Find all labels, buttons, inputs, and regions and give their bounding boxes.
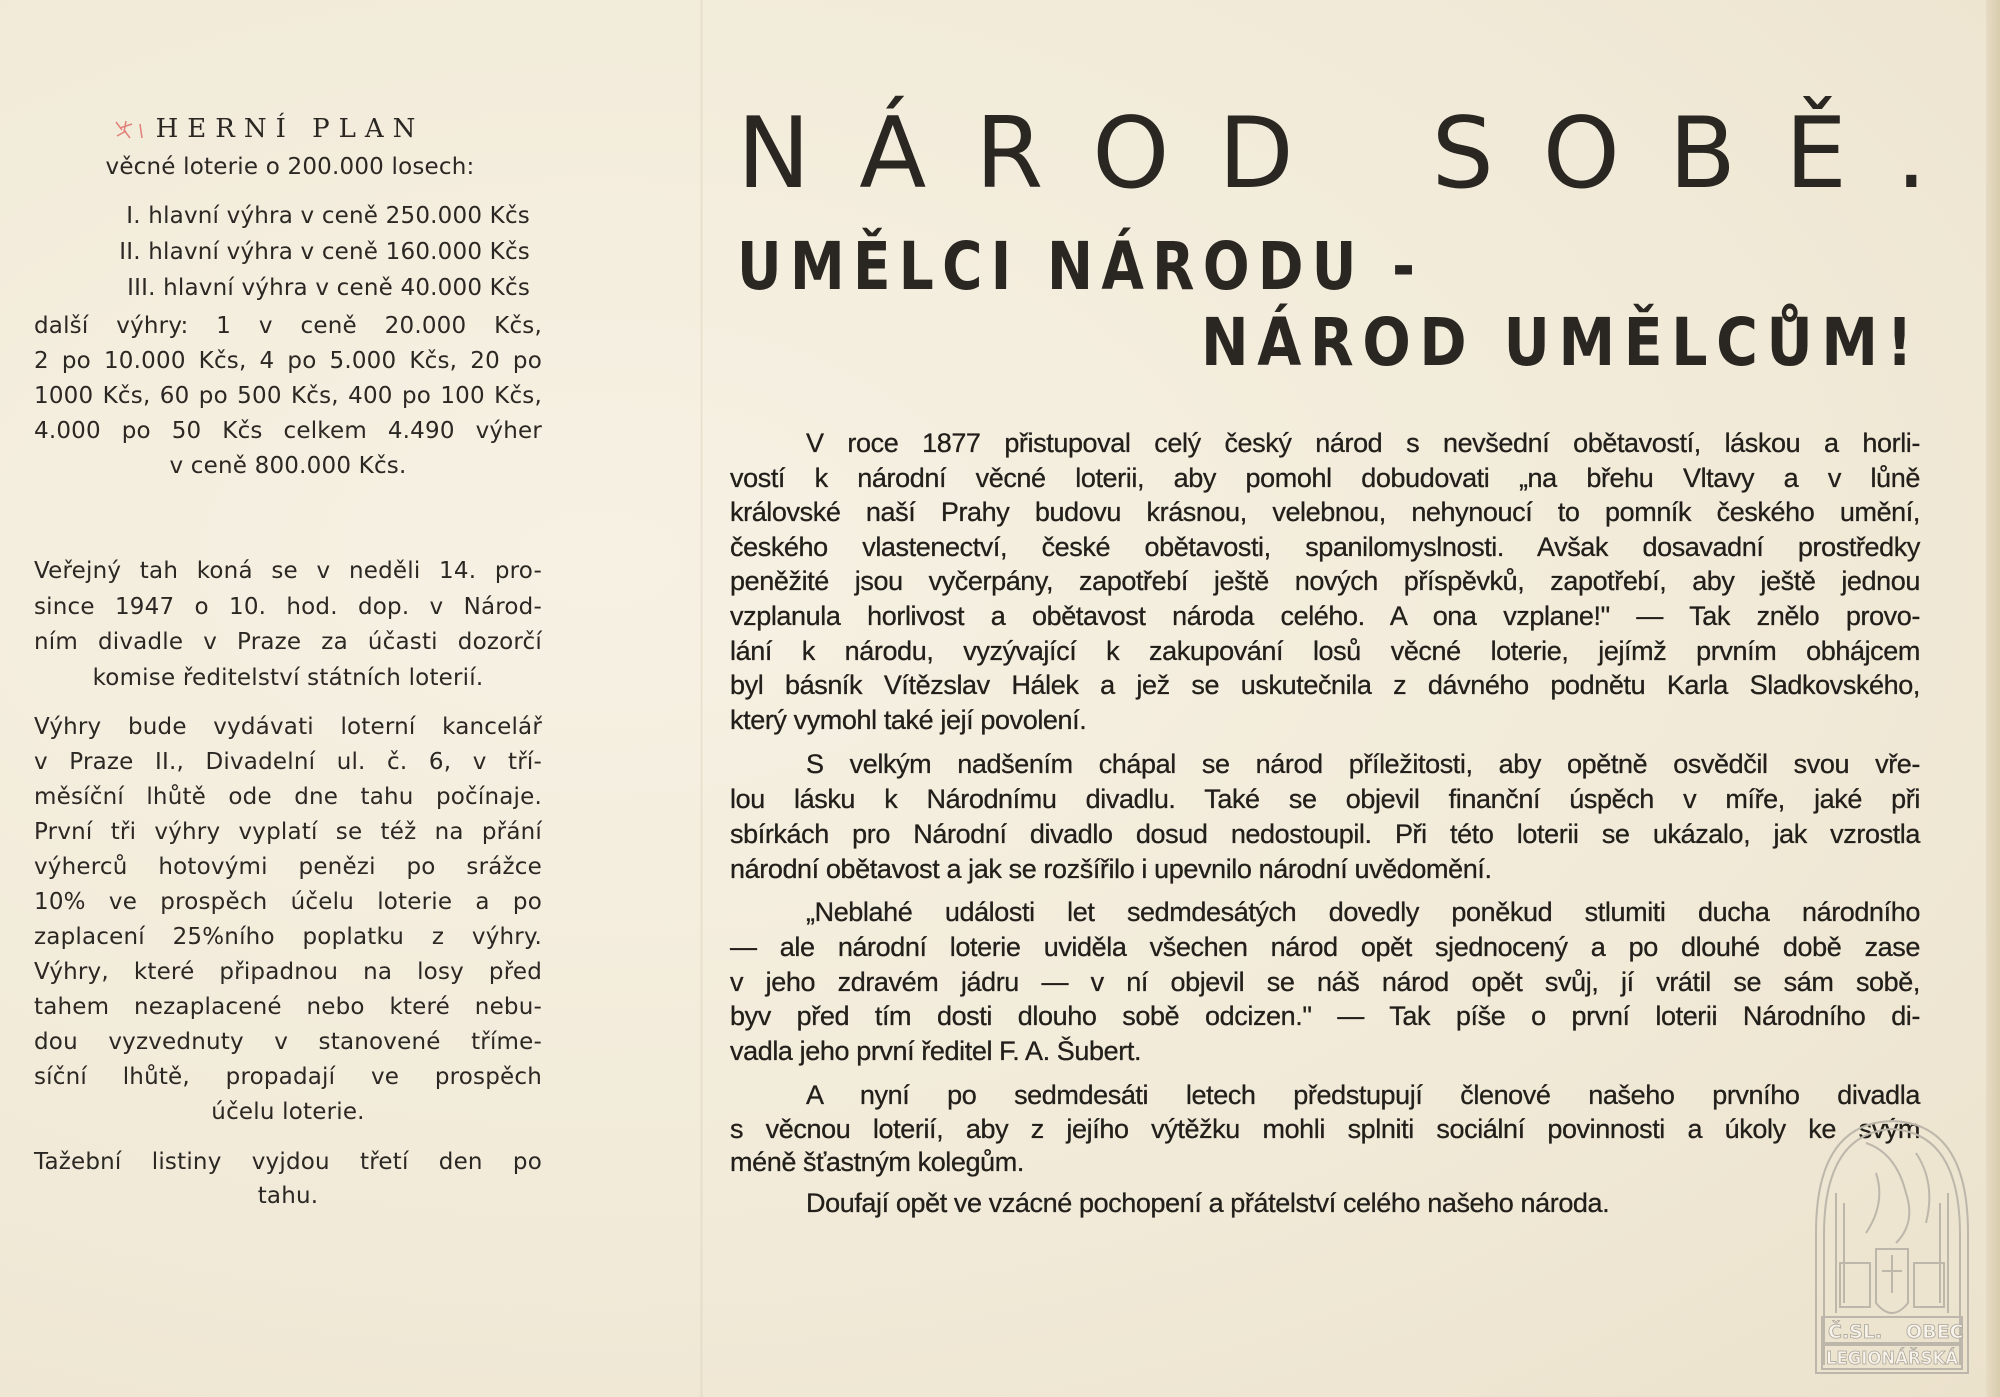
body-line: V roce 1877 přistupoval celý český národ s nevšední obětavostí, láskou a horli- bbox=[806, 428, 1920, 458]
title-letter: Á bbox=[859, 97, 927, 211]
payout-info-line: v Praze II., Divadelní ul. č. 6, v tří- bbox=[34, 749, 542, 775]
draw-info-line: ním divadle v Praze za účasti dozorčí bbox=[34, 629, 542, 656]
svg-text:LEGIONÁŘSKÁ: LEGIONÁŘSKÁ bbox=[1826, 1348, 1971, 1369]
title-letter bbox=[1343, 104, 1383, 204]
title-letter: O bbox=[1092, 97, 1170, 211]
body-line: v jeho zdravém jádru — v ní objevil se náš národ opět svůj, jí vrátil se sám sobě, bbox=[730, 966, 1920, 997]
body-line: peněžité jsou vyčerpány, zapotřebí ještě nových příspěvků, zapotřebí, aby ještě jednou bbox=[730, 566, 1920, 597]
other-prizes-line: další výhry: 1 v ceně 20.000 Kčs, bbox=[34, 313, 542, 339]
body-line: který vymohl také její povolení. bbox=[730, 704, 1087, 735]
main-prize-line: II. hlavní výhra v ceně 160.000 Kčs bbox=[119, 239, 530, 265]
payout-info-line: zaplacení 25%ního poplatku z výhry. bbox=[34, 924, 542, 950]
body-line: méně šťastným kolegům. bbox=[730, 1147, 1024, 1177]
body-line: — ale národní loterie uviděla všechen národ opět sjednocený a po dlouhé době zase bbox=[730, 931, 1920, 962]
payout-info-line: tahem nezaplacené nebo které nebu- bbox=[34, 994, 542, 1020]
svg-text:OBEC: OBEC bbox=[1906, 1321, 1964, 1343]
draw-info-line: Veřejný tah koná se v neděli 14. pro- bbox=[34, 558, 542, 584]
payout-info-line: výherců hotovými penězi po srážce bbox=[34, 854, 542, 880]
other-prizes-line: v ceně 800.000 Kčs. bbox=[169, 453, 407, 479]
lists-info-line: Tažební listiny vyjdou třetí den po bbox=[34, 1149, 542, 1175]
payout-info-line: měsíční lhůtě ode dne tahu počínaje. bbox=[34, 784, 542, 810]
lists-info-line: tahu. bbox=[257, 1183, 319, 1209]
title-letter: O bbox=[1542, 97, 1620, 211]
payout-info-line: dou vyzvednuty v stanovené tříme- bbox=[34, 1029, 542, 1055]
draw-info-line: komise ředitelství státních loterií. bbox=[92, 665, 484, 692]
body-line: vadla jeho první ředitel F. A. Šubert. bbox=[730, 1036, 1142, 1067]
payout-info-line: Výhry bude vydávati loterní kancelář bbox=[34, 714, 542, 740]
legion-emboss-stamp bbox=[1806, 1113, 1978, 1381]
body-line: vostí k národní věcné loterii, aby pomohl dobudovati „na břehu Vltavy a v lůně bbox=[730, 462, 1920, 493]
title-letter: Ě bbox=[1784, 97, 1847, 211]
title-letter: B bbox=[1668, 97, 1737, 211]
payout-info-line: účelu loterie. bbox=[211, 1099, 365, 1125]
other-prizes-line: 4.000 po 50 Kčs celkem 4.490 výher bbox=[34, 418, 542, 444]
paper-edge bbox=[1986, 0, 2000, 1397]
draw-info-line: since 1947 o 10. hod. dop. v Národ- bbox=[34, 593, 542, 620]
body-line: vzplanula horlivost a obětavost národa celého. A ona vzplane!" — Tak znělo provo- bbox=[730, 601, 1920, 631]
other-prizes-line: 2 po 10.000 Kčs, 4 po 5.000 Kčs, 20 po bbox=[34, 348, 542, 374]
paper-fold bbox=[700, 0, 703, 1397]
body-line: „Neblahé události let sedmdesátých dovedly poněkud stlumiti ducha národního bbox=[806, 897, 1920, 927]
title-letter: D bbox=[1218, 97, 1294, 211]
body-line: královské naší Prahy budovu krásnou, velebnou, nehynoucí to pomník českého umění, bbox=[730, 497, 1920, 528]
svg-text:Č.SL.: Č.SL. bbox=[1828, 1321, 1883, 1343]
main-prize-line: III. hlavní výhra v ceně 40.000 Kčs bbox=[127, 275, 530, 301]
subtitle-line-1: UMĚLCI NÁRODU - bbox=[737, 228, 1424, 305]
payout-info-line: 10% ve prospěch účelu loterie a po bbox=[34, 889, 542, 915]
title-letter: . bbox=[1895, 97, 1927, 211]
body-line: Doufají opět ve vzácné pochopení a přátelství celého našeho národa. bbox=[806, 1188, 1610, 1218]
title-letter: S bbox=[1431, 97, 1494, 211]
game-plan-heading: HERNÍ PLAN bbox=[155, 114, 425, 144]
game-plan-subheading: věcné loterie o 200.000 losech: bbox=[105, 154, 475, 180]
body-line: národní obětavost a jak se rozšířilo i upevnilo národní uvědomění. bbox=[730, 854, 1492, 884]
body-line: byv před tím dosti dlouho sobě odcizen." — Tak píše o první loterii Národního di- bbox=[730, 1001, 1920, 1032]
title-letter: N bbox=[737, 97, 811, 211]
main-title bbox=[737, 97, 1927, 211]
main-prize-line: I. hlavní výhra v ceně 250.000 Kčs bbox=[126, 203, 530, 229]
other-prizes-line: 1000 Kčs, 60 po 500 Kčs, 400 po 100 Kčs, bbox=[34, 383, 542, 409]
body-line: lání k národu, vyzývající k zakupování losů věcné loterie, jejímž prvním obhájcem bbox=[730, 635, 1920, 666]
payout-info-line: První tři výhry vyplatí se též na přání bbox=[34, 819, 542, 845]
body-line: lou lásku k Národnímu divadlu. Také se objevil finanční úspěch v míře, jaké při bbox=[730, 784, 1920, 814]
subtitle-line-2: NÁROD UMĚLCŮM! bbox=[1201, 304, 1922, 381]
body-line: s věcnou loterií, aby z jejího výtěžku mohli splniti sociální povinnosti a úkoly ke svým bbox=[730, 1113, 1920, 1144]
body-line: byl básník Vítězslav Hálek a jež se uskutečnila z dávného podnětu Karla Sladkovského, bbox=[730, 670, 1920, 701]
body-line: sbírkách pro Národní divadlo dosud nedostoupil. Při této loterii se ukázalo, jak vzrostla bbox=[730, 819, 1920, 849]
body-line: S velkým nadšením chápal se národ příležitosti, aby opětně osvědčil svou vře- bbox=[806, 749, 1920, 779]
payout-info-line: Výhry, které připadnou na losy před bbox=[34, 959, 542, 985]
body-line: A nyní po sedmdesáti letech předstupují členové našeho prvního divadla bbox=[806, 1080, 1920, 1110]
payout-info-line: síční lhůtě, propadají ve prospěch bbox=[34, 1064, 542, 1090]
title-letter: R bbox=[975, 97, 1044, 211]
body-line: českého vlastenectví, české obětavosti, spanilomyslnosti. Avšak dosavadní prostředky bbox=[730, 531, 1920, 562]
